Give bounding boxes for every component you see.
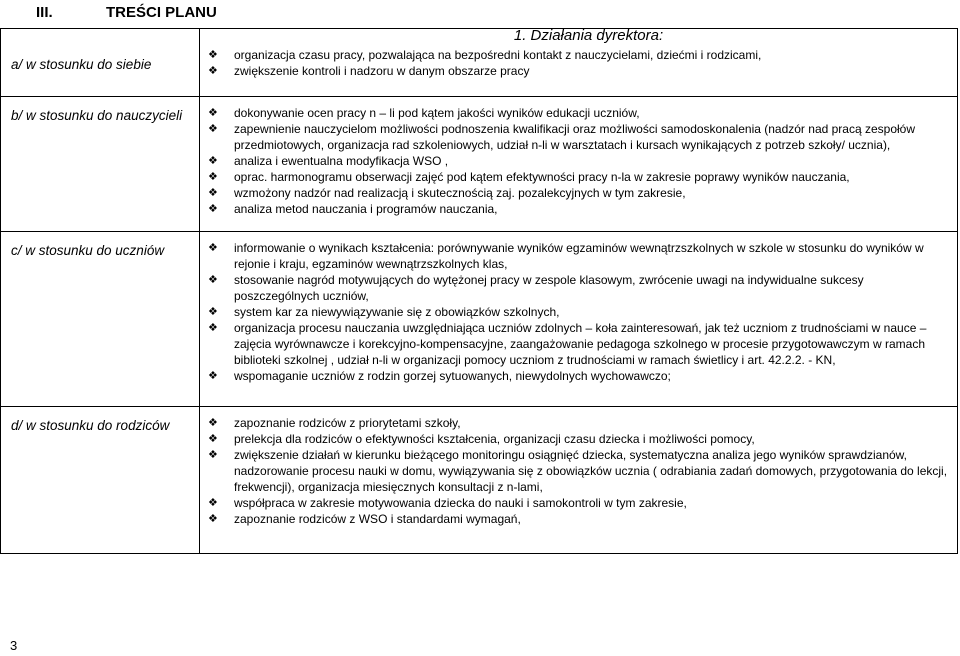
list-item	[206, 121, 951, 153]
list-item-text: zwiększenie działań w kierunku bieżącego monitoringu osiągnięć dziecka, systematyczna analiza jego wyników sprawdzianów, nadzorowanie procesu nauki w domu, wywiązywania się z obowiązków ucznia ( odrabiania zadań domowych, przygotowania do lekcji, frekwencji), organizacja miesięcznych konsultacji z n-lami,	[234, 448, 948, 494]
list-item-text: oprac. harmonogramu obserwacji zajęć pod kątem efektywności pracy n-la w zakresie poprawy wyników nauczania,	[234, 170, 850, 184]
row-content	[200, 29, 958, 97]
list-item-text: informowanie o wynikach kształcenia: porównywanie wyników egzaminów wewnątrzszkolnych w szkole w stosunku do wyników w rejonie i kraju, egzaminów wewnątrzszkolnych klas,	[234, 241, 924, 271]
diamond-bullet-icon: ❖	[208, 203, 218, 215]
list-item-text: dokonywanie ocen pracy n – li pod kątem jakości wyników edukacji uczniów,	[234, 106, 640, 120]
list-item-text: wzmożony nadzór nad realizacją i skutecznością zaj. pozalekcyjnych w tym zakresie,	[234, 186, 686, 200]
row-content	[200, 97, 958, 232]
diamond-bullet-icon: ❖	[208, 322, 218, 334]
diamond-bullet-icon: ❖	[208, 370, 218, 382]
diamond-bullet-icon: ❖	[208, 123, 218, 135]
heading-title: TREŚCI PLANU	[106, 4, 217, 21]
diamond-bullet-icon: ❖	[208, 306, 218, 318]
row-label: c/ w stosunku do uczniów	[1, 232, 200, 407]
diamond-bullet-icon: ❖	[208, 107, 218, 119]
diamond-bullet-icon: ❖	[208, 187, 218, 199]
row-content	[200, 407, 958, 554]
bullet-list	[206, 240, 951, 384]
diamond-bullet-icon: ❖	[208, 417, 218, 429]
list-item	[206, 447, 951, 495]
diamond-bullet-icon: ❖	[208, 449, 218, 461]
list-item	[206, 201, 951, 217]
list-item-text: prelekcja dla rodziców o efektywności kształcenia, organizacji czasu dziecka i możliwości pomocy,	[234, 432, 755, 446]
bullet-list	[206, 415, 951, 527]
list-item	[206, 368, 951, 384]
diamond-bullet-icon: ❖	[208, 274, 218, 286]
list-item-text: zapewnienie nauczycielom możliwości podnoszenia kwalifikacji oraz możliwości samodoskonalenia (nadzór nad pracą zespołów przedmiotowych, organizacja rad szkoleniowych, udział n-li w warsztatach i kursach wynikających z potrzeb szkoły/ uczniа),	[234, 122, 915, 152]
row-label: d/ w stosunku do rodziców	[1, 407, 200, 554]
page-number: 3	[10, 638, 18, 653]
list-item	[206, 320, 951, 368]
list-item	[206, 415, 951, 431]
list-item	[206, 105, 951, 121]
table-row	[1, 232, 958, 407]
list-item	[206, 495, 951, 511]
list-item-text: stosowanie nagród motywujących do wytężonej pracy w zespole klasowym, zwrócenie uwagi na indywidualne sukcesy poszczególnych uczniów,	[234, 273, 864, 303]
list-item	[206, 153, 951, 169]
diamond-bullet-icon: ❖	[208, 171, 218, 183]
diamond-bullet-icon: ❖	[208, 49, 218, 61]
list-item	[206, 431, 951, 447]
heading-number: III.	[36, 4, 53, 21]
diamond-bullet-icon: ❖	[208, 497, 218, 509]
diamond-bullet-icon: ❖	[208, 433, 218, 445]
list-item-text: system kar za niewywiązywanie się z obowiązków szkolnych,	[234, 305, 560, 319]
list-item-text: wspomaganie uczniów z rodzin gorzej sytuowanych, niewydolnych wychowawczo;	[234, 369, 671, 383]
list-item	[206, 63, 951, 79]
list-item-text: zapoznanie rodziców z WSO i standardami wymagań,	[234, 512, 521, 526]
list-item	[206, 511, 951, 527]
list-item	[206, 240, 951, 272]
bullet-list	[206, 105, 951, 217]
row-content	[200, 232, 958, 407]
list-item	[206, 272, 951, 304]
list-item-text: analiza i ewentualna modyfikacja WSO ,	[234, 154, 449, 168]
list-item	[206, 304, 951, 320]
list-item	[206, 185, 951, 201]
list-item-text: współpraca w zakresie motywowania dziecka do nauki i samokontroli w tym zakresie,	[234, 496, 687, 510]
list-item-text: organizacja czasu pracy, pozwalająca na bezpośredni kontakt z nauczycielami, dziećmi i rodzicami,	[234, 48, 762, 62]
plan-heading	[36, 4, 217, 21]
table-row	[1, 97, 958, 232]
plan-table	[0, 28, 958, 554]
list-item	[206, 169, 951, 185]
list-item-text: zapoznanie rodziców z priorytetami szkoły,	[234, 416, 461, 430]
bullet-list	[206, 47, 951, 79]
table-row	[1, 407, 958, 554]
row-label: a/ w stosunku do siebie	[1, 29, 200, 97]
section-title: 1. Działania dyrektora:	[513, 27, 664, 44]
diamond-bullet-icon: ❖	[208, 513, 218, 525]
diamond-bullet-icon: ❖	[208, 65, 218, 77]
table-row	[1, 29, 958, 97]
list-item-text: zwiększenie kontroli i nadzoru w danym obszarze pracy	[234, 64, 530, 78]
list-item	[206, 47, 951, 63]
row-label: b/ w stosunku do nauczycieli	[1, 97, 200, 232]
list-item-text: organizacja procesu nauczania uwzględniająca uczniów zdolnych – koła zainteresowań, jak też uczniom z trudnościami w nauce – zajęcia wyrównawcze i korekcyjno-kompensacyjne, zaangażowanie pedagoga szkolnego w procesie przygotowawczym w ramach biblioteki szkolnej , udział n-li w organizacji pomocy uczniom z trudnościami w ramach świetlicy i art. 42.2.2. - KN,	[234, 321, 927, 367]
list-item-text: analiza metod nauczania i programów nauczania,	[234, 202, 498, 216]
diamond-bullet-icon: ❖	[208, 155, 218, 167]
diamond-bullet-icon: ❖	[208, 242, 218, 254]
